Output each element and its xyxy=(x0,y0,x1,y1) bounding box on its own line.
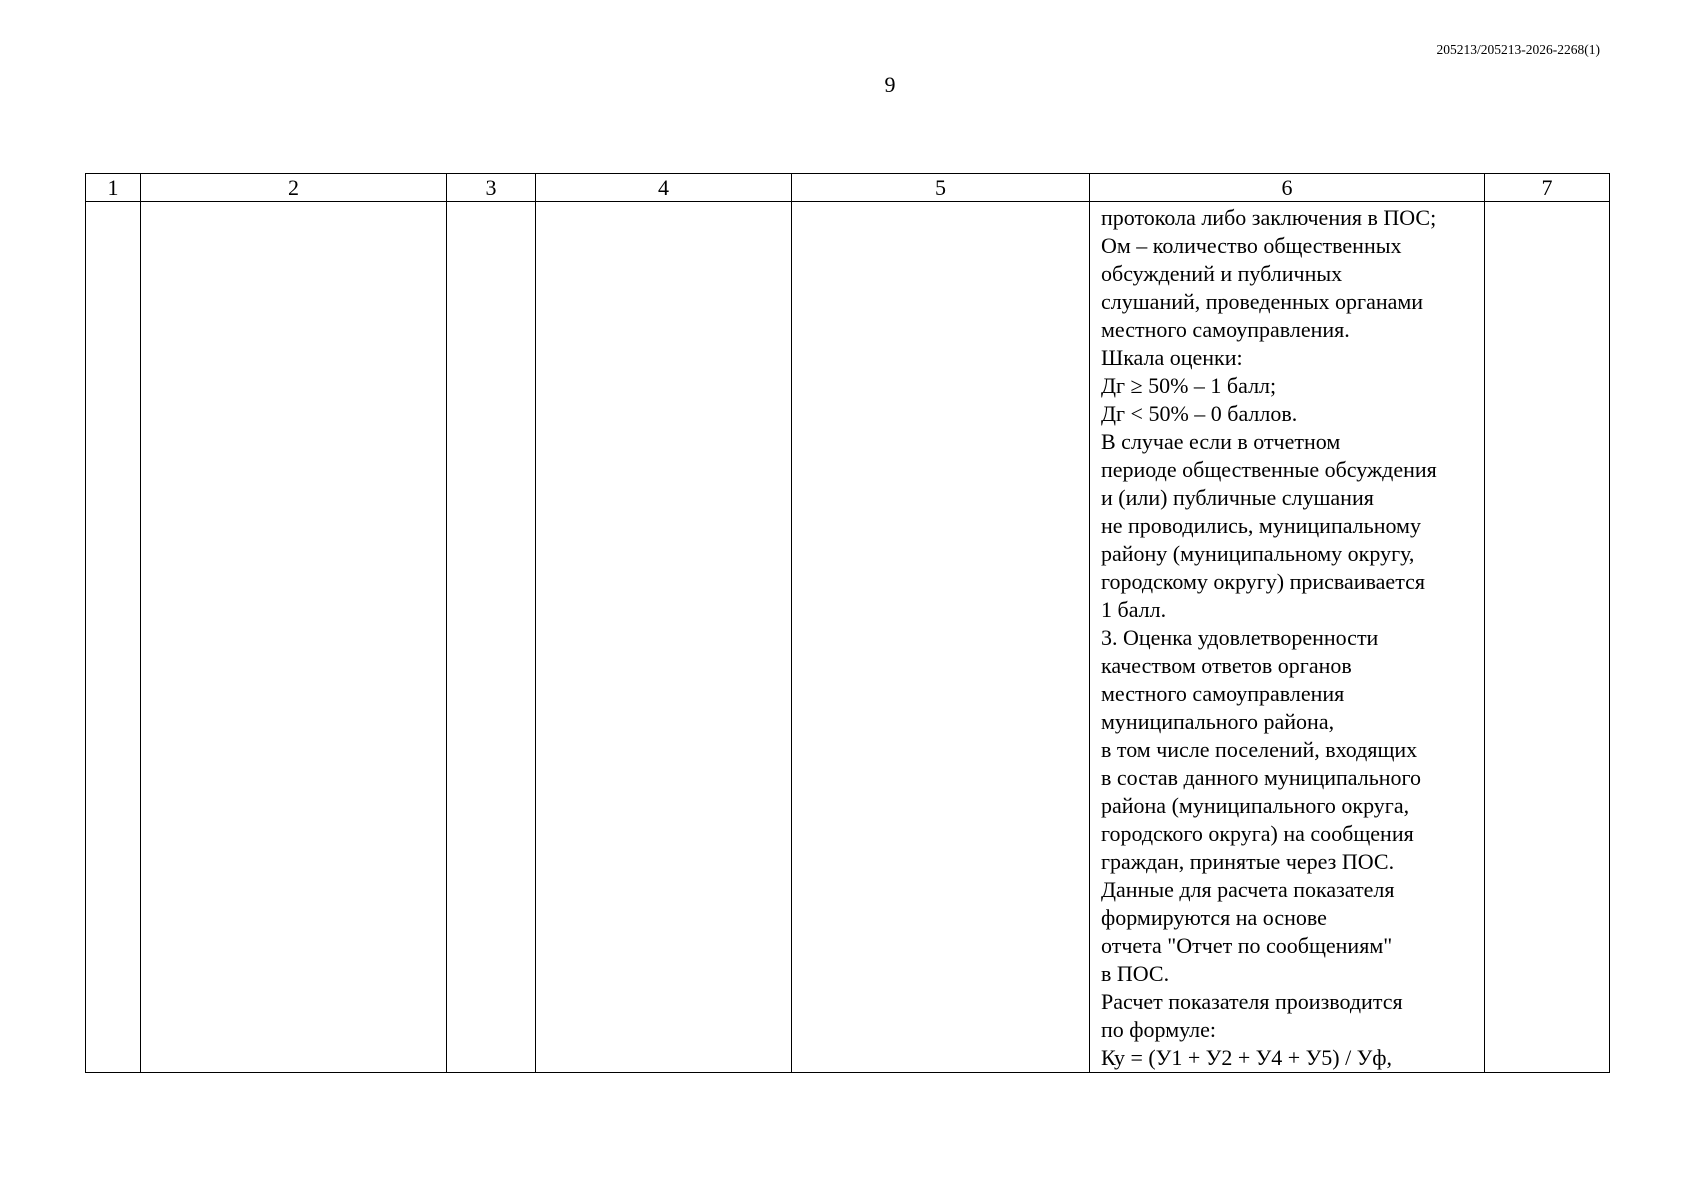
cell-text-col7 xyxy=(1485,202,1609,204)
table-cell-col5 xyxy=(792,202,1090,1073)
table-cell-col1 xyxy=(86,202,141,1073)
column-header-4: 4 xyxy=(536,174,792,202)
cell-text-col3 xyxy=(447,202,535,204)
table-cell-col6 xyxy=(1090,202,1485,1073)
cell-text-col5 xyxy=(792,202,1089,204)
cell-text-col1 xyxy=(86,202,140,204)
criteria-table xyxy=(85,173,1610,1073)
cell-text-col2 xyxy=(141,202,446,204)
column-header-6: 6 xyxy=(1090,174,1485,202)
page-number: 9 xyxy=(884,72,896,97)
column-header-1: 1 xyxy=(86,174,141,202)
table-row xyxy=(86,202,1610,1073)
table-cell-col2 xyxy=(141,202,447,1073)
table-cell-col7 xyxy=(1485,202,1610,1073)
table-cell-col4 xyxy=(536,202,792,1073)
table-header-row xyxy=(86,174,1610,202)
methodology-text: протокола либо заключения в ПОС; Ом – количество общественных обсуждений и публичных слушаний, проведенных органами местного самоуправления. Шкала оценки: Дг ≥ 50% – 1 балл; Дг < 50% – 0 баллов. В случае если в отчетном периоде общественные обсуждения и (или) публичные слушания не проводились, муниципальному району (муниципальному округу, городскому округу) присваивается 1 балл. 3. Оценка удовлетворенности качеством ответов органов местного самоуправления муниципального района, в том числе поселений, входящих в состав данного муниципального района (муниципального округа, городского округа) на сообщения граждан, принятые через ПОС. Данные для расчета показателя формируются на основе отчета "Отчет по сообщениям" в ПОС. Расчет показателя производится по формуле: Ку = (У1 + У2 + У4 + У5) / Уф, xyxy=(1101,205,1437,1070)
document-id: 205213/205213-2026-2268(1) xyxy=(1436,42,1600,57)
column-header-3: 3 xyxy=(447,174,536,202)
cell-text-col4 xyxy=(536,202,791,204)
column-header-2: 2 xyxy=(141,174,447,202)
column-header-5: 5 xyxy=(792,174,1090,202)
table-cell-col3 xyxy=(447,202,536,1073)
column-header-7: 7 xyxy=(1485,174,1610,202)
